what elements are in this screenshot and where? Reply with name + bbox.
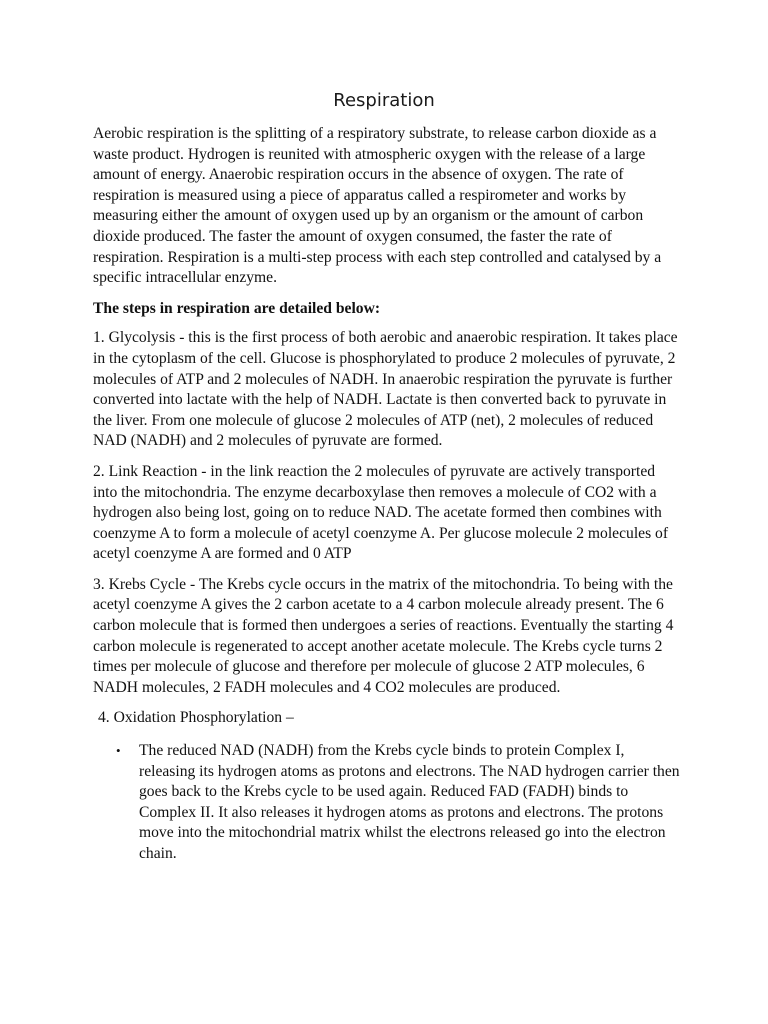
step-glycolysis-paragraph: 1. Glycolysis - this is the first process of both aerobic and anaerobic respiration. It takes place in the cytoplasm of the cell. Glucose is phosphorylated to produce 2 molecules of pyruvate, 2 molecules of ATP and 2 molecules of NADH. In anaerobic respiration the pyruvate is further converted into lactate with the help of NADH. Lactate is then converted back to pyruvate in the liver. From one molecule of glucose 2 molecules of ATP (net), 2 molecules of reduced NAD (NADH) and 2 molecules of pyruvate are formed. [93, 329, 678, 450]
step-krebs-cycle-paragraph: 3. Krebs Cycle - The Krebs cycle occurs in the matrix of the mitochondria. To being with the acetyl coenzyme A gives the 2 carbon acetate to a 4 carbon molecule already present. The 6 carbon molecule that is formed then undergoes a series of reactions. Eventually the starting 4 carbon molecule is regenerated to accept another acetate molecule. The Krebs cycle turns 2 times per molecule of glucose and therefore per molecule of glucose 2 ATP molecules, 6 NADH molecules, 2 FADH molecules and 4 CO2 molecules are produced. [93, 575, 674, 696]
document-body [93, 124, 681, 865]
page-title: Respiration [333, 90, 435, 111]
step-link-reaction-paragraph: 2. Link Reaction - in the link reaction the 2 molecules of pyruvate are actively transported into the mitochondria. The enzyme decarboxylase then removes a molecule of CO2 with a hydrogen also being lost, going on to reduce NAD. The acetate formed then combines with coenzyme A to form a molecule of acetyl coenzyme A. Per glucose molecule 2 molecules of acetyl coenzyme A are formed and 0 ATP [93, 462, 669, 563]
step-oxidation-heading: 4. Oxidation Phosphorylation – [98, 709, 294, 727]
steps-heading: The steps in respiration are detailed below: [93, 299, 381, 317]
intro-paragraph: Aerobic respiration is the splitting of a respiratory substrate, to release carbon dioxide as a waste product. Hydrogen is reunited with atmospheric oxygen with the release of a large amount of energy. Anaerobic respiration occurs in the absence of oxygen. The rate of respiration is measured using a piece of apparatus called a respirometer and works by measuring either the amount of oxygen used up by an organism or the amount of carbon dioxide produced. The faster the amount of oxygen consumed, the faster the rate of respiration. Respiration is a multi-step process with each step controlled and catalysed by a specific intracellular enzyme. [93, 125, 662, 287]
bullet-icon: • [116, 743, 121, 759]
bullet-item [116, 741, 681, 865]
bullet-text: The reduced NAD (NADH) from the Krebs cycle binds to protein Complex I, releasing its hydrogen atoms as protons and electrons. The NAD hydrogen carrier then goes back to the Krebs cycle to be used again. Reduced FAD (FADH) binds to Complex II. It also releases it hydrogen atoms as protons and electrons. The protons move into the mitochondrial matrix whilst the electrons released go into the electron chain. [139, 742, 680, 862]
oxidation-bullet-list [93, 741, 681, 865]
